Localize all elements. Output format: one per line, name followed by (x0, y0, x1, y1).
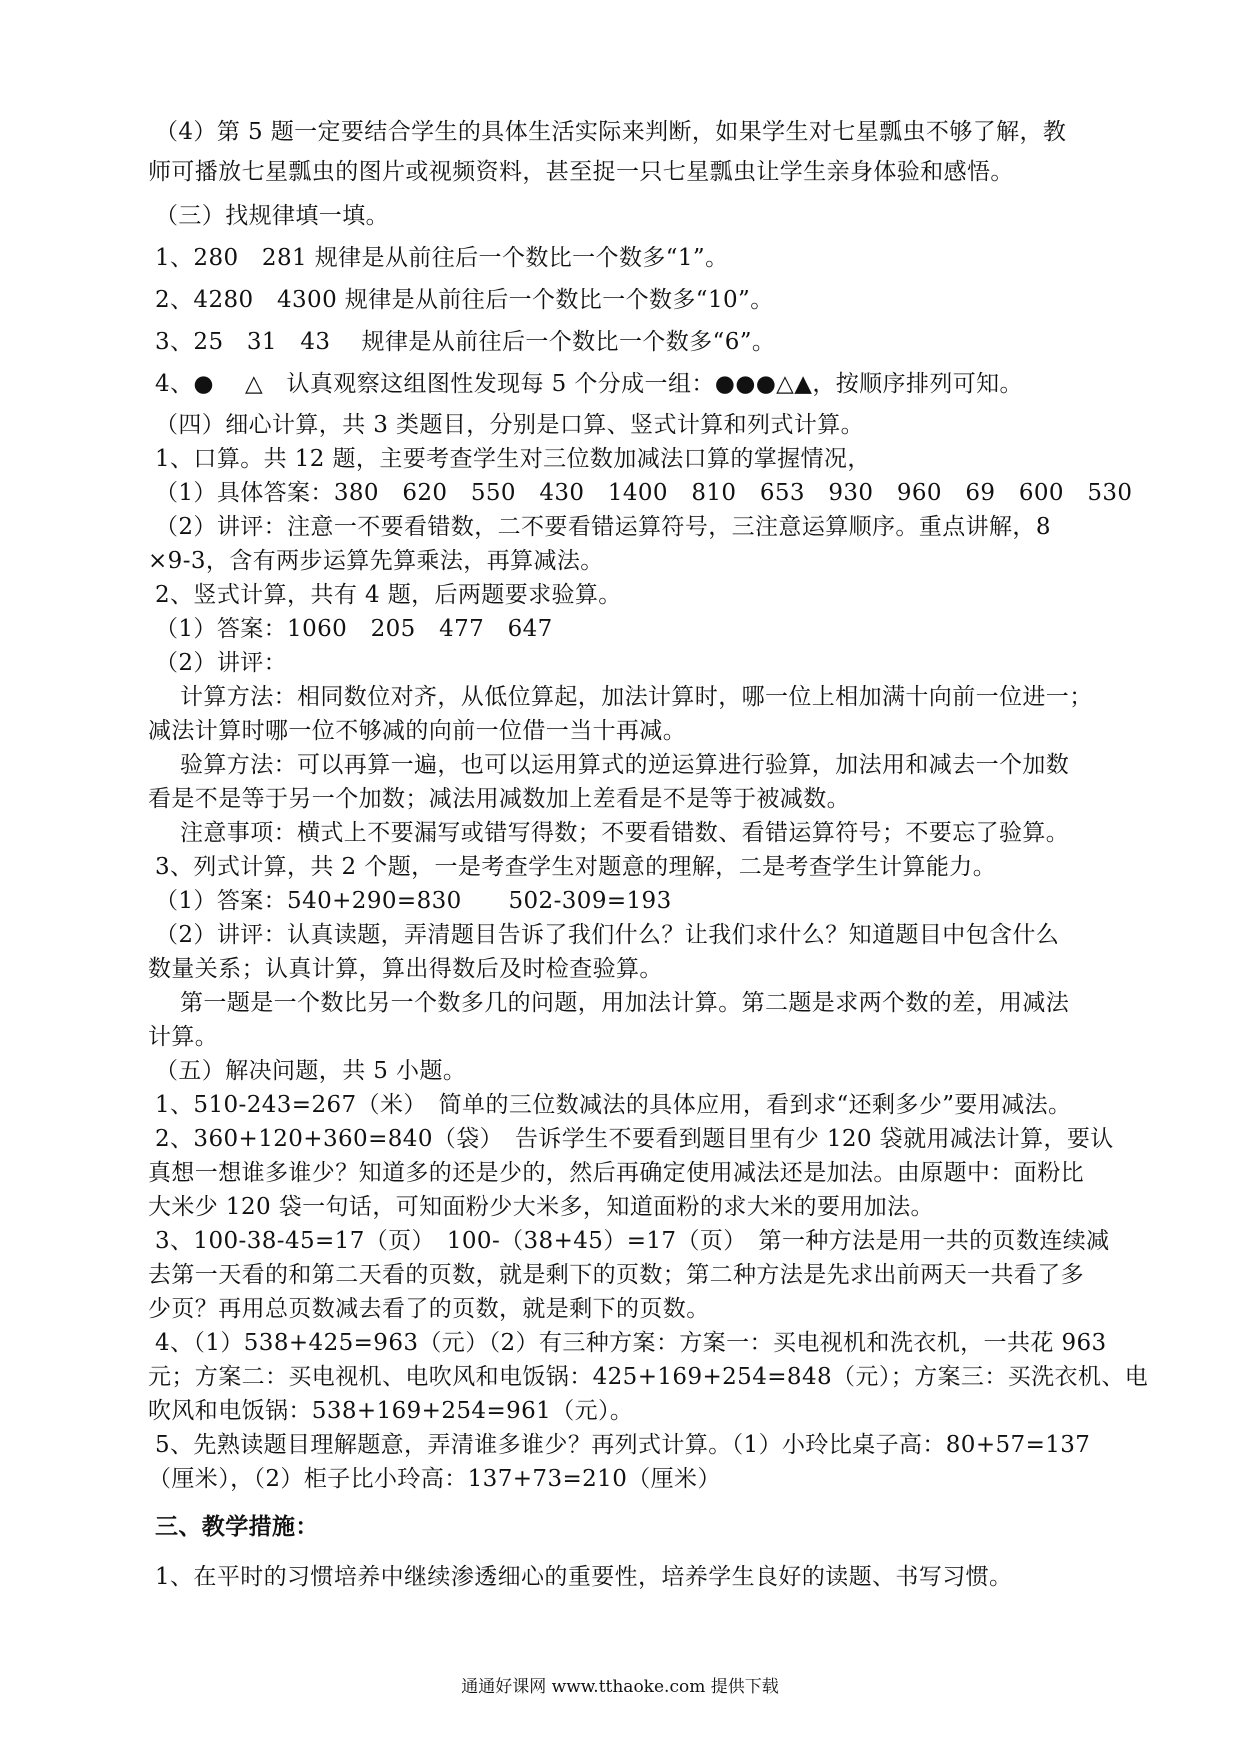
section-heading: （四）细心计算，共 3 类题目，分别是口算、竖式计算和列式计算。 (155, 412, 865, 438)
paragraph-line: 师可播放七星瓢虫的图片或视频资料，甚至捉一只七星瓢虫让学生亲身体验和感悟。 (148, 159, 1014, 185)
section-heading: 三、教学措施： (155, 1513, 319, 1540)
paragraph-line: （2）讲评：注意一不要看错数，二不要看错运算符号，三注意运算顺序。重点讲解，8 (155, 514, 1051, 540)
list-item: 2、4280 4300 规律是从前往后一个数比一个数多“10”。 (155, 287, 774, 313)
page-footer: 通通好课网 www.tthaoke.com 提供下载 (461, 1677, 779, 1697)
paragraph-line: 2、360+120+360=840（袋） 告诉学生不要看到题目里有少 120 袋就用减法计算，要认 (155, 1126, 1114, 1152)
list-item: 1、280 281 规律是从前往后一个数比一个数多“1”。 (155, 245, 729, 271)
paragraph-line: 5、先熟读题目理解题意，弄清谁多谁少？再列式计算。（1）小玲比桌子高：80+57=137 (155, 1432, 1091, 1458)
paragraph-line: 计算。 (148, 1024, 219, 1050)
paragraph-line: （4）第 5 题一定要结合学生的具体生活实际来判断，如果学生对七星瓢虫不够了解，教 (155, 119, 1067, 145)
paragraph-line: 第一题是一个数比另一个数多几的问题，用加法计算。第二题是求两个数的差，用减法 (180, 990, 1070, 1016)
paragraph-line: 元；方案二：买电视机、电吹风和电饭锅：425+169+254=848（元）；方案三：买洗衣机、电 (148, 1364, 1149, 1390)
paragraph-line: 数量关系；认真计算，算出得数后及时检查验算。 (148, 956, 663, 982)
section-heading: （三）找规律填一填。 (155, 203, 389, 229)
paragraph-line: 4、（1）538+425=963（元）（2）有三种方案：方案一：买电视机和洗衣机，一共花 963 (155, 1330, 1107, 1356)
paragraph-line: 2、竖式计算，共有 4 题，后两题要求验算。 (155, 582, 622, 608)
list-item: 4、● △ 认真观察这组图性发现每 5 个分成一组：●●●△▲，按顺序排列可知。 (155, 371, 1023, 397)
paragraph-line: ×9-3，含有两步运算先算乘法，再算减法。 (148, 548, 604, 574)
paragraph-line: （2）讲评： (155, 650, 288, 676)
paragraph-line: 去第一天看的和第二天看的页数，就是剩下的页数；第二种方法是先求出前两天一共看了多 (148, 1262, 1084, 1288)
paragraph-line: （厘米），（2）柜子比小玲高：137+73=210（厘米） (148, 1466, 721, 1492)
paragraph-line: 注意事项：横式上不要漏写或错写得数；不要看错数、看错运算符号；不要忘了验算。 (180, 820, 1070, 846)
paragraph-line: 计算方法：相同数位对齐，从低位算起，加法计算时，哪一位上相加满十向前一位进一； (180, 684, 1093, 710)
paragraph-line: 大米少 120 袋一句话，可知面粉少大米多，知道面粉的求大米的要用加法。 (148, 1194, 934, 1220)
paragraph-line: 3、100-38-45=17（页） 100-（38+45）=17（页） 第一种方法是用一共的页数连续减 (155, 1228, 1110, 1254)
list-item: 3、25 31 43 规律是从前往后一个数比一个数多“6”。 (155, 329, 776, 355)
paragraph-line: 吹风和电饭锅：538+169+254=961（元）。 (148, 1398, 634, 1424)
paragraph-line: 真想一想谁多谁少？知道多的还是少的，然后再确定使用减法还是加法。由原题中：面粉比 (148, 1160, 1084, 1186)
paragraph-line: 1、在平时的习惯培养中继续渗透细心的重要性，培养学生良好的读题、书写习惯。 (155, 1564, 1013, 1590)
section-heading: （五）解决问题，共 5 小题。 (155, 1058, 467, 1084)
paragraph-line: 减法计算时哪一位不够减的向前一位借一当十再减。 (148, 718, 687, 744)
paragraph-line: 看是不是等于另一个加数；减法用减数加上差看是不是等于被减数。 (148, 786, 850, 812)
paragraph-line: 验算方法：可以再算一遍，也可以运用算式的逆运算进行验算，加法用和减去一个加数 (180, 752, 1070, 778)
paragraph-line: 1、口算。共 12 题，主要考查学生对三位数加减法口算的掌握情况， (155, 446, 871, 472)
paragraph-line: （2）讲评：认真读题，弄清题目告诉了我们什么？让我们求什么？知道题目中包含什么 (155, 922, 1060, 948)
paragraph-line: （1）具体答案：380 620 550 430 1400 810 653 930 960 69 600 530 (155, 480, 1133, 506)
paragraph-line: （1）答案：540+290=830 502-309=193 (155, 888, 672, 914)
paragraph-line: 3、列式计算，共 2 个题，一是考查学生对题意的理解，二是考查学生计算能力。 (155, 854, 997, 880)
paragraph-line: 1、510-243=267（米） 简单的三位数减法的具体应用，看到求“还剩多少”要用减法。 (155, 1092, 1072, 1118)
paragraph-line: 少页？再用总页数减去看了的页数，就是剩下的页数。 (148, 1296, 710, 1322)
paragraph-line: （1）答案：1060 205 477 647 (155, 616, 553, 642)
